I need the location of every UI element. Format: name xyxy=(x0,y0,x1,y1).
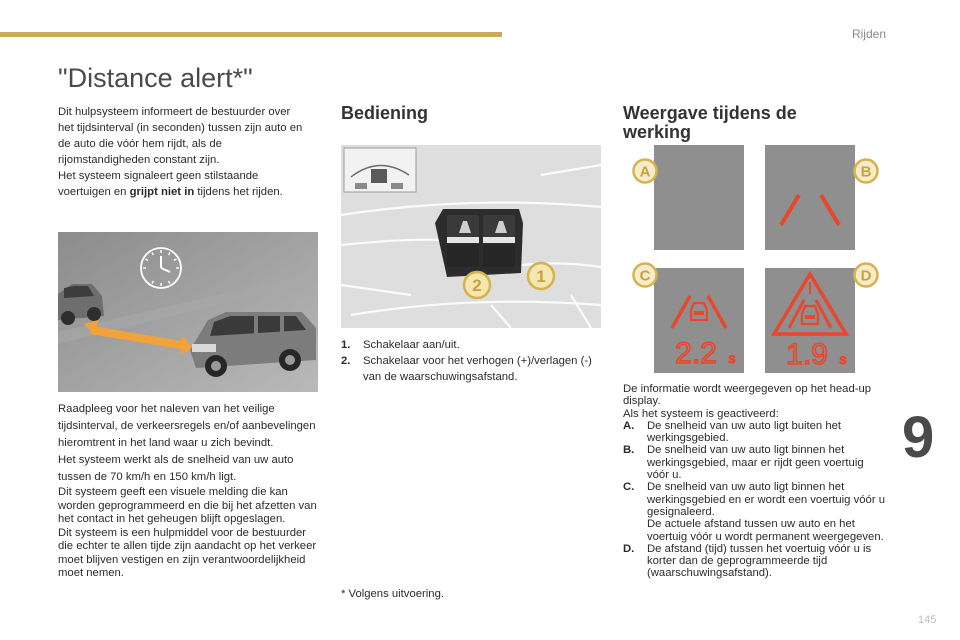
bediening-heading: Bediening xyxy=(341,103,429,123)
list-item xyxy=(341,353,603,385)
hud-panel-d xyxy=(765,268,855,373)
list-item-key: 2. xyxy=(341,355,351,367)
list-item-key: 1. xyxy=(341,339,351,351)
list-item xyxy=(623,543,888,580)
distance-illustration xyxy=(58,232,318,392)
hud-panel-a xyxy=(654,145,744,250)
list-item-text: De snelheid van uw auto ligt binnen het werkingsgebied, maar er rijdt geen voertuig vóór u. xyxy=(647,444,864,482)
switch-panel xyxy=(435,209,523,277)
page-number: 145 xyxy=(918,614,937,626)
list-item xyxy=(623,420,888,445)
dashboard-switch-illustration xyxy=(341,145,601,328)
body-paragraph: Raadpleeg voor het naleven van het veilige tijdsinterval, de verkeersregels en/of aanbevelingen hieromtrent in het land waar u zich bevindt. xyxy=(58,403,316,449)
body-paragraph: Dit systeem is een hulpmiddel voor de bestuurder die echter te allen tijde zijn aandacht op het verkeer moet blijven vestigen en zijn verantwoordelijkheid moet nemen. xyxy=(58,526,317,579)
list-item xyxy=(623,444,888,481)
hud-badge-d xyxy=(853,262,879,288)
list-item-key: A. xyxy=(623,419,635,432)
list-item-key: C. xyxy=(623,481,635,494)
intro-text-b: tijdens het rijden. xyxy=(194,186,283,198)
weergave-text xyxy=(623,383,888,580)
body-paragraph: Dit systeem geeft een visuele melding die kan worden geprogrammeerd en die bij het afzetten van het contact in het geheugen blijft opgeslagen. xyxy=(58,486,317,525)
hud-badge-c-label: C xyxy=(639,267,651,285)
list-item xyxy=(623,481,888,542)
list-item-extra: De actuele afstand tussen uw auto en het voertuig vóór u wordt permanent weergegeven. xyxy=(647,518,884,543)
dashboard-inset-icon xyxy=(344,148,416,192)
bediening-list xyxy=(341,337,603,385)
hud-badge-a-label: A xyxy=(639,163,651,181)
header-accent-bar xyxy=(0,32,502,37)
list-item-body xyxy=(647,481,888,542)
list-item-text: De snelheid van uw auto ligt buiten het werkingsgebied. xyxy=(647,419,842,445)
hud-unit-label: s xyxy=(728,350,736,366)
weergave-intro-2: Als het systeem is geactiveerd: xyxy=(623,407,779,420)
intro-paragraph-2 xyxy=(58,168,308,200)
list-item-text: De snelheid van uw auto ligt binnen het werkingsgebied en er wordt een voertuig vóór u gesignaleerd. xyxy=(647,481,886,518)
hud-badge-a xyxy=(632,158,658,184)
hud-badge-c xyxy=(632,262,658,288)
intro-text-a: Het systeem signaleert geen stilstaande voertuigen en xyxy=(58,170,259,198)
weergave-heading: Weergave tijdens de werking xyxy=(623,103,797,142)
hud-distance-readout: 1.9 xyxy=(786,338,828,371)
hud-panel-c xyxy=(654,268,744,373)
hud-panel-b xyxy=(765,145,855,250)
callout-2 xyxy=(464,272,490,298)
page-title: "Distance alert*" xyxy=(58,63,253,93)
hud-badge-b xyxy=(853,158,879,184)
list-item xyxy=(341,337,603,353)
hud-badge-d-label: D xyxy=(860,267,872,285)
footnote: * Volgens uitvoering. xyxy=(341,588,444,600)
hud-unit-label: s xyxy=(839,351,847,367)
intro-paragraph: Dit hulpsysteem informeert de bestuurder over het tijdsinterval (in seconden) tussen zijn auto en de auto die vóór hem rijdt, als de rijomstandigheden constant zijn. xyxy=(58,106,303,166)
list-item-text: Schakelaar voor het verhogen (+)/verlagen (-) van de waarschuwingsafstand. xyxy=(363,355,592,383)
callout-1 xyxy=(528,263,554,289)
body-text xyxy=(58,401,320,581)
weergave-intro: De informatie wordt weergegeven op het head-up display. xyxy=(623,383,872,408)
body-paragraph: Het systeem werkt als de snelheid van uw auto tussen de 70 km/h en 150 km/h ligt. xyxy=(58,454,294,483)
hud-badge-b-label: B xyxy=(860,163,872,181)
callout-1-label: 1 xyxy=(536,267,546,286)
chapter-number: 9 xyxy=(902,405,935,470)
section-title: Rijden xyxy=(851,27,886,41)
list-item-text: Schakelaar aan/uit. xyxy=(363,339,460,351)
list-item-key: B. xyxy=(623,444,635,457)
list-item-text: De afstand (tijd) tussen het voertuig vóór u is korter dan de geprogrammeerde tijd (waarschuwingsafstand). xyxy=(647,542,872,580)
intro-text-bold: grijpt niet in xyxy=(129,186,195,198)
callout-2-label: 2 xyxy=(472,276,482,295)
list-item-key: D. xyxy=(623,542,635,555)
hud-distance-readout: 2.2 xyxy=(675,337,717,370)
intro-text xyxy=(58,104,308,200)
